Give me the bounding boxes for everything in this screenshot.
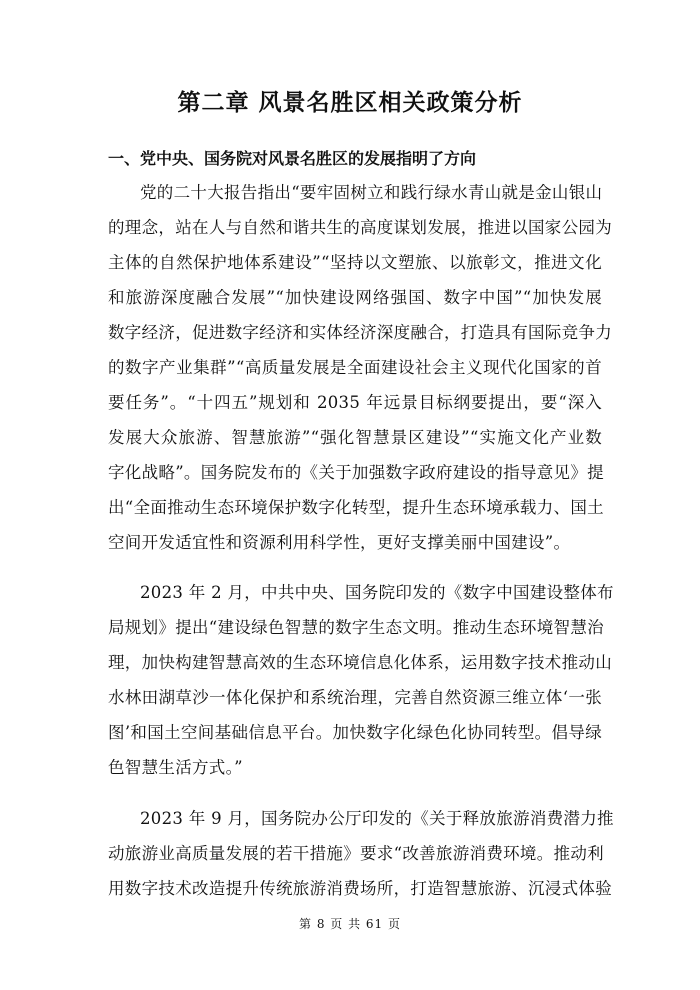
- section-heading: 一、党中央、国务院对风景名胜区的发展指明了方向: [108, 149, 477, 168]
- paragraph-line: 局规划》提出“建设绿色智慧的数字生态文明。推动生态环境智慧治: [108, 618, 604, 637]
- paragraph-line: 字化战略”。国务院发布的《关于加强数字政府建设的指导意见》提: [108, 463, 604, 482]
- paragraph-line: 色智慧生活方式。”: [108, 758, 243, 777]
- paragraph-line: 发展大众旅游、智慧旅游”“强化智慧景区建设”“实施文化产业数: [108, 428, 602, 447]
- paragraph-line: 出“全面推动生态环境保护数字化转型，提升生态环境承载力、国土: [108, 498, 604, 517]
- paragraph-line: 2023 年 9 月，国务院办公厅印发的《关于释放旅游消费潜力推: [140, 809, 614, 828]
- paragraph-line: 理，加快构建智慧高效的生态环境信息化体系，运用数字技术推动山: [108, 653, 612, 672]
- paragraph-line: 水林田湖草沙一体化保护和系统治理，完善自然资源三维立体‘一张: [108, 688, 602, 707]
- chapter-title: 第二章 风景名胜区相关政策分析: [177, 90, 523, 116]
- paragraph-line: 数字经济，促进数字经济和实体经济深度融合，打造具有国际竞争力: [108, 323, 612, 342]
- paragraph-line: 的理念，站在人与自然和谐共生的高度谋划发展，推进以国家公园为: [108, 218, 612, 237]
- paragraph-line: 图’和国土空间基础信息平台。加快数字化绿色化协同转型。倡导绿: [108, 723, 602, 742]
- paragraph-line: 主体的自然保护地体系建设”“坚持以文塑旅、以旅彰文，推进文化: [108, 253, 602, 272]
- paragraph-line: 2023 年 2 月，中共中央、国务院印发的《数字中国建设整体布: [140, 583, 614, 602]
- paragraph-line: 党的二十大报告指出“要牢固树立和践行绿水青山就是金山银山: [140, 183, 603, 202]
- paragraph-line: 用数字技术改造提升传统旅游消费场所，打造智慧旅游、沉浸式体验: [108, 879, 612, 898]
- paragraph-line: 和旅游深度融合发展”“加快建设网络强国、数字中国”“加快发展: [108, 288, 602, 307]
- paragraph-line: 的数字产业集群”“高质量发展是全面建设社会主义现代化国家的首: [108, 358, 602, 377]
- paragraph-line: 要任务”。“十四五”规划和 2035 年远景目标纲要提出，要“深入: [108, 393, 602, 412]
- paragraph-line: 动旅游业高质量发展的若干措施》要求“改善旅游消费环境。推动利: [108, 844, 604, 863]
- paragraph-line: 空间开发适宜性和资源利用科学性，更好支撑美丽中国建设”。: [108, 533, 571, 552]
- page-number: 第 8 页 共 61 页: [299, 917, 401, 931]
